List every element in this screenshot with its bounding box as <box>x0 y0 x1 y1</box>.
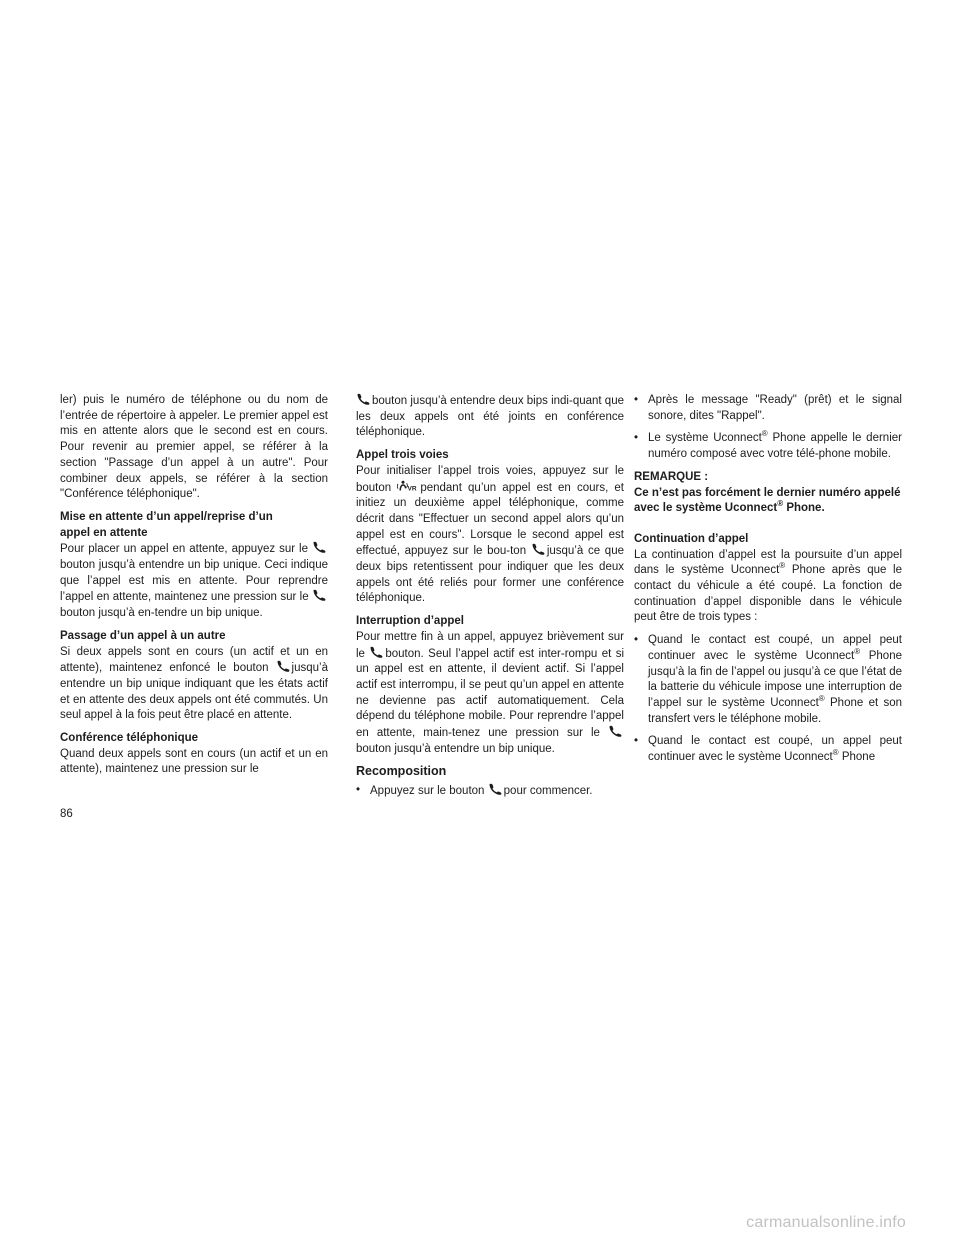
bullet-dot: • <box>634 394 639 406</box>
note-label: REMARQUE : <box>634 470 709 483</box>
three-way-text-3: jusqu’à ce que deux bips retentissent pour indiquer que les deux appels ont été reliés pour former une conférence téléphonique. <box>356 545 624 605</box>
registered-mark: ® <box>832 748 839 758</box>
note-text-1: Ce n’est pas forcément le dernier numéro appelé avec le système Uconnect <box>634 486 901 515</box>
registered-mark: ® <box>854 647 861 657</box>
switch-text-1: Si deux appels sont en cours (un actif et un en attente), maintenez enfoncé le bouton <box>60 645 328 675</box>
bullet-dot: • <box>634 432 639 445</box>
column-right <box>634 393 902 773</box>
phone-icon <box>312 541 327 553</box>
heading-hold <box>60 510 328 541</box>
phone-icon <box>531 543 546 555</box>
three-way-text-1: Pour initialiser l’appel trois voies, appuyez sur le bouton <box>356 464 624 494</box>
end-call-paragraph <box>356 630 624 758</box>
heading-hold-line2: appel en attente <box>60 526 148 539</box>
continuation-bullet-1-text-3: Phone et son transfert vers le téléphone mobile. <box>648 696 903 725</box>
redial-bullet-2 <box>634 393 902 424</box>
phone-icon <box>312 589 327 601</box>
registered-mark: ® <box>761 429 768 439</box>
redial-bullet-3 <box>634 431 902 462</box>
heading-conference: Conférence téléphonique <box>60 732 199 745</box>
registered-mark: ® <box>818 694 825 704</box>
hold-text-3: bouton jusqu’à en-tendre un bip unique. <box>60 607 263 620</box>
redial-bullet-3-text-2: Phone appelle le dernier numéro composé avec votre télé-phone mobile. <box>648 432 902 461</box>
redial-bullet-3-text-1: Le système Uconnect <box>648 432 762 445</box>
heading-three-way: Appel trois voies <box>356 449 449 462</box>
end-call-text-3: bouton jusqu’à entendre un bip unique. <box>356 742 555 755</box>
watermark: carmanualsonline.info <box>746 1214 906 1231</box>
column-left <box>60 393 328 785</box>
phone-icon <box>276 660 291 672</box>
end-call-text-2: bouton. Seul l’appel actif est inter-rompu et si un appel est en attente, il devient actif. Si l’appel actif est interrompu, il se peut qu’un appel en attente ne devienne pas actif automatiquement. Cela dépend du téléphone mobile. Pour reprendre l’appel en attente, main-tenez une pression sur le <box>356 647 625 740</box>
intro-paragraph: ler) puis le numéro de téléphone ou du nom de l’entrée de répertoire à appeler. Le premier appel est mis en attente alors que le second est en cours. Pour revenir au premier appel, se référer à la section "Passage d’un appel à un autre". Pour combiner deux appels, se référer à la section "Conférence téléphonique". <box>60 394 328 501</box>
vr-label: VR <box>407 485 417 492</box>
phone-icon <box>608 725 623 737</box>
conference-cont-text: bouton jusqu’à entendre deux bips indi-quant que les deux appels ont été joints en conférence téléphonique. <box>356 395 624 439</box>
continuation-bullet-2-text-2: Phone <box>841 751 876 764</box>
continuation-bullet-2-text-1: Quand le contact est coupé, un appel peut continuer avec le système Uconnect <box>648 735 902 764</box>
continuation-text-1: La continuation d’appel est la poursuite d’un appel dans le système Uconnect <box>634 548 902 577</box>
redial-bullet-1 <box>356 783 624 800</box>
end-call-text-1: Pour mettre fin à un appel, appuyez brièvement sur le <box>356 630 624 660</box>
heading-switch: Passage d’un appel à un autre <box>60 629 226 642</box>
call-continuation-paragraph <box>634 548 902 627</box>
phone-icon <box>369 646 384 658</box>
continuation-text-2: Phone après que le contact du véhicule a été coupé. La fonction de continuation d’appel disponible dans le véhicule peut être de trois types : <box>634 564 903 624</box>
registered-mark: ® <box>777 499 784 509</box>
continuation-bullet-1-text-1: Quand le contact est coupé, un appel peut continuer avec le système Uconnect <box>648 634 902 662</box>
heading-end-call: Interruption d’appel <box>356 615 464 628</box>
bullet-dot: • <box>634 634 639 647</box>
column-middle <box>356 393 624 807</box>
switch-text-2: jusqu’à entendre un bip unique indiquant que les états actif et en attente des deux appels ont été commutés. Un seul appel à la fois peut être placé en attente. <box>60 662 328 722</box>
heading-hold-line1: Mise en attente d’un appel/reprise d’un <box>60 510 273 523</box>
hold-text-1: Pour placer un appel en attente, appuyez sur le <box>60 543 308 556</box>
continuation-bullet-1-text-2: Phone jusqu’à la fin de l’appel ou jusqu’à ce que l’état de la batterie du véhicule impose une interruption de l’appel sur le système Uconnect <box>648 649 902 709</box>
page-number: 86 <box>60 808 73 820</box>
heading-redial: Recomposition <box>356 764 447 779</box>
registered-mark: ® <box>779 561 786 571</box>
conference-cont-paragraph <box>356 393 624 441</box>
phone-icon <box>488 783 503 795</box>
hold-text-2: bouton jusqu’à entendre un bip unique. Ceci indique que l’appel est mis en attente. Pour reprendre l’appel en attente, maintenez une pression sur le <box>60 559 328 604</box>
three-way-paragraph <box>356 464 624 607</box>
redial-bullet-2-text: Après le message "Ready" (prêt) et le signal sonore, dites "Rappel". <box>648 394 902 422</box>
bullet-dot: • <box>634 735 639 748</box>
heading-call-continuation: Continuation d’appel <box>634 532 749 545</box>
voice-command-icon <box>397 480 419 492</box>
conference-paragraph: Quand deux appels sont en cours (un actif et un en attente), maintenez une pression sur le <box>60 747 328 776</box>
note-text-2: Phone. <box>786 502 825 515</box>
hold-paragraph <box>60 541 328 622</box>
continuation-bullet-1 <box>634 633 902 727</box>
note-text <box>634 486 902 517</box>
bullet-dot: • <box>356 784 361 797</box>
phone-icon <box>356 393 371 405</box>
three-way-text-2: pendant qu’un appel est en cours, et initiez un deuxième appel téléphonique, comme décrit dans "Effectuer un second appel alors qu’un appel est en cours". Lorsque le second appel est effectué, appuyez sur le bou-ton <box>356 481 624 558</box>
switch-paragraph <box>60 645 328 725</box>
continuation-bullet-2 <box>634 734 902 765</box>
redial-text-2: pour commencer. <box>503 785 593 798</box>
redial-text-1: Appuyez sur le bouton <box>370 785 485 798</box>
